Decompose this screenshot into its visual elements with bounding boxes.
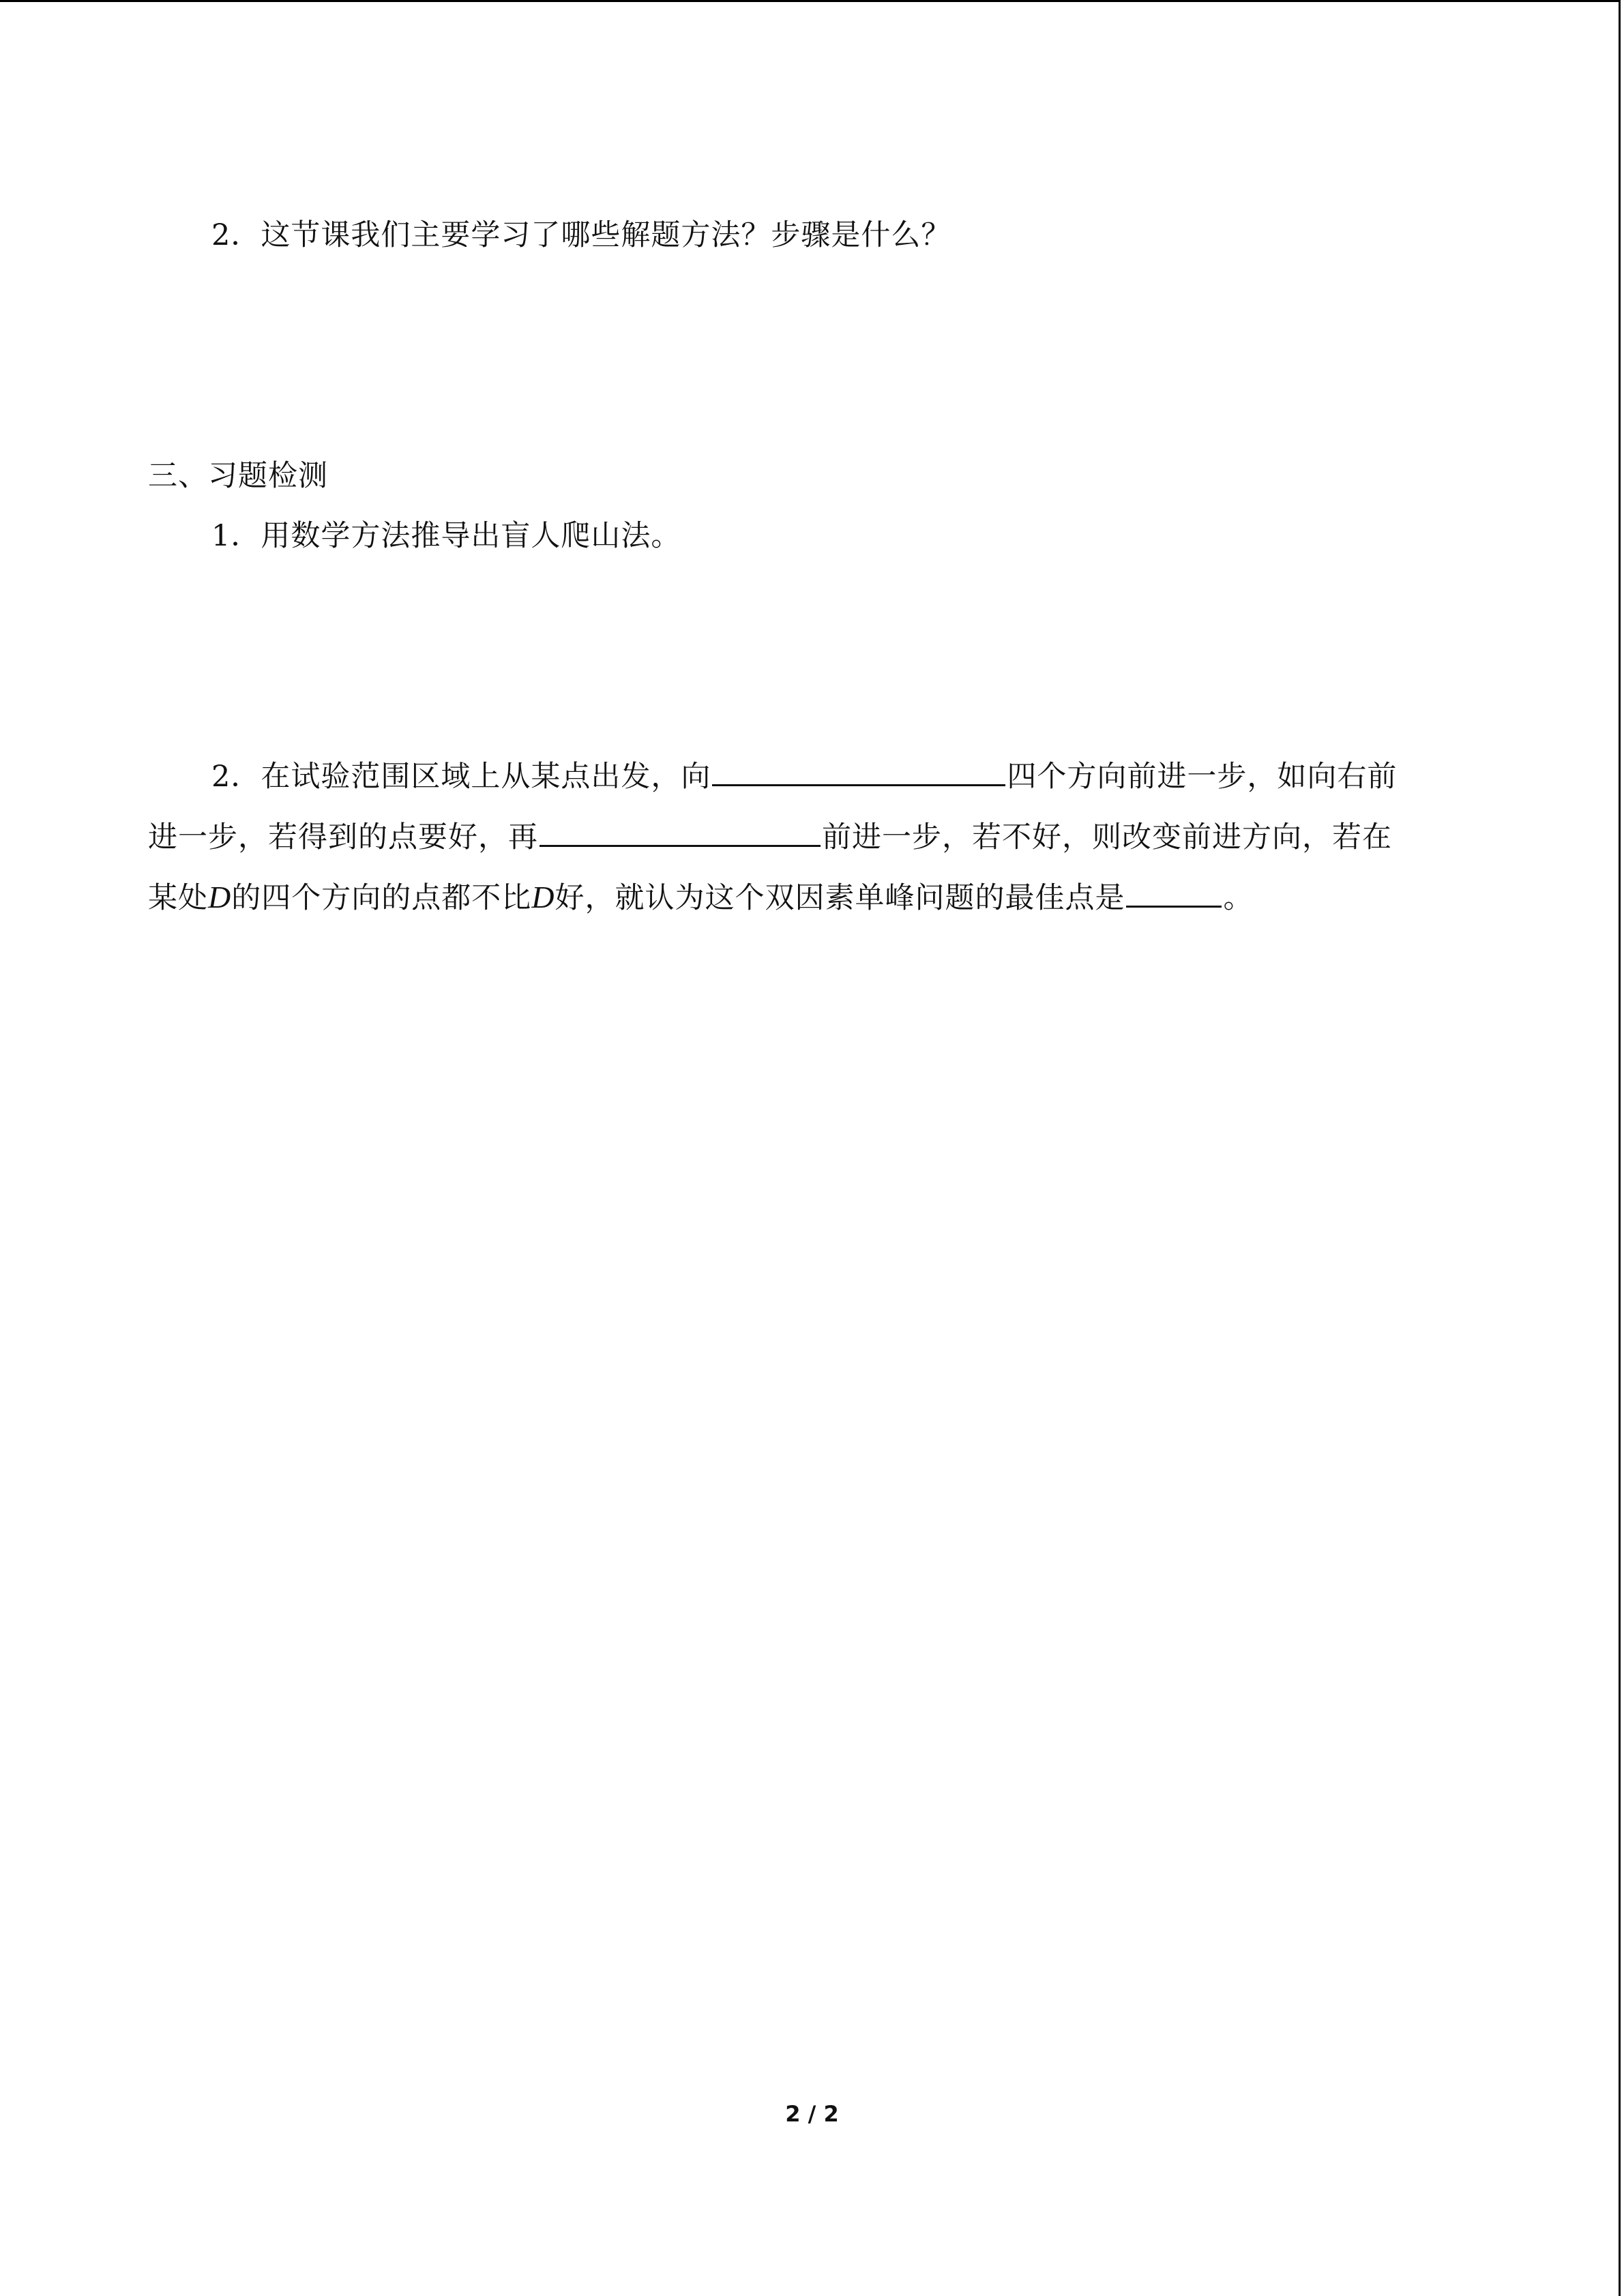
exercise-question-2-line-1	[211, 754, 1397, 797]
q2-line2-before: 进一步，若得到的点要好，再	[148, 820, 538, 854]
variable-d: D	[208, 880, 232, 914]
q2-line2-after: 前进一步，若不好，则改变前进方向，若在	[822, 820, 1392, 854]
q2-line3-part3: 好，就认为这个双因素单峰问题的最佳点是	[555, 881, 1125, 915]
fill-blank-directions[interactable]	[712, 754, 1005, 786]
exercise-question-1: 1．用数学方法推导出盲人爬山法。	[211, 519, 681, 553]
fill-blank-advance[interactable]	[540, 815, 821, 847]
q2-line1-before: 2．在试验范围区域上从某点出发，向	[211, 760, 711, 794]
variable-d: D	[531, 880, 555, 914]
q2-line3-part1: 某处	[148, 881, 208, 915]
summary-question-2: 2．这节课我们主要学习了哪些解题方法？步骤是什么？	[211, 218, 951, 252]
exercise-question-2-line-2	[148, 815, 1392, 858]
q2-line3-part2: 的四个方向的点都不比	[231, 881, 532, 915]
exercise-question-2-line-3	[148, 876, 1253, 919]
fill-blank-best-point[interactable]	[1126, 876, 1222, 908]
section-heading: 三、习题检测	[148, 459, 328, 493]
q2-line1-after: 四个方向前进一步，如向右前	[1007, 760, 1398, 794]
q2-line3-end: 。	[1223, 881, 1254, 915]
page-number: 2 / 2	[785, 2101, 839, 2127]
